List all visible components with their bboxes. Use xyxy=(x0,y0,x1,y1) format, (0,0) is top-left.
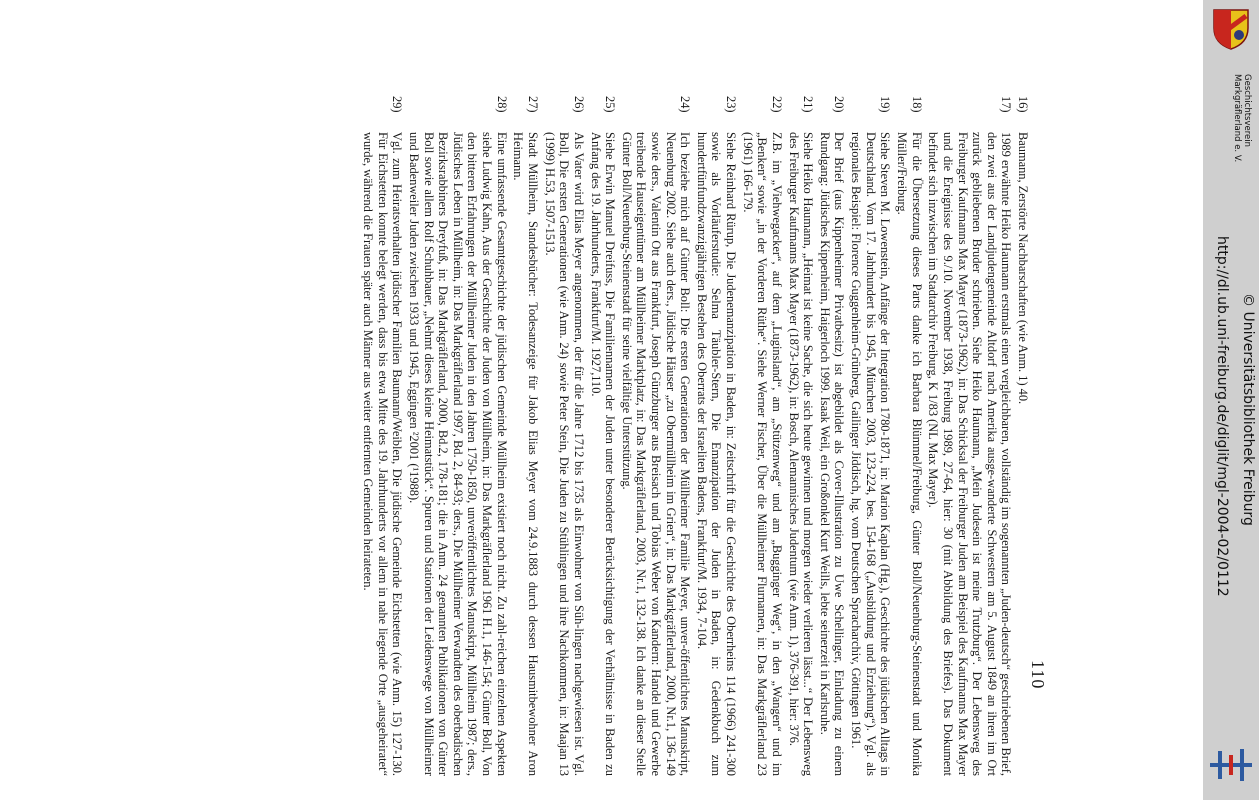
copyright-notice: © Universitätsbibliothek Freiburg xyxy=(1240,293,1256,526)
society-line-1: Geschichtsverein xyxy=(1242,74,1252,148)
footnote-number: 25) xyxy=(603,96,618,113)
footnote-number: 19) xyxy=(878,96,893,113)
footnote-text: 1989 erwähnte Heiko Haumann erstmals einen vergleichbaren, vollständig im sogenannten „Juden-deutsch“ geschriebenen Brief, den zwei aus der Landjudengemeinde Altdorf nach Amerika ausge-wanderte Schwestern am 5. August 1849 an ihren im Ort zurück gebliebenen Bruder schrieben. Siehe Heiko Haumann, „Mein Judesein ist meine Trutzburg“. Der Lebensweg des Freiburger Kaufmanns Max Mayer (1873-1962), in: Das Schicksal der Freiburger Juden am Beispiel des Kaufmanns Max Mayer und die Ereignisse des 9./10. November 1938, Freiburg 1989, 27-64, hier: 30 (mit Abbildung des Briefes). Das Dokument befindet sich inzwischen im Stadtarchiv Freiburg, K 1/83 (NL Max Mayer). xyxy=(926,132,1014,776)
footnote xyxy=(619,96,692,776)
footnote-number: 24) xyxy=(678,96,693,113)
footnote-text: Eine umfassende Gesamtgeschichte der jüdischen Gemeinde Müllheim existiert noch nicht. Zu zahl-reichen einzelnen Aspekten siehe Ludwig Kahn, Aus der Geschichte der Juden von Müllheim, in: Das Markgräflerland 1961 H.1, 146-154; Günter Boll, Von den bitteren Erfahrungen der Müllheimer Juden in den Jahren 1750-1850, unveröffentlichtes Manuskript, Müllheim 1987; ders., Jüdisches Leben in Müllheim, in: Das Markgräflerland 1997, Bd. 2, 84-93; ders., Die Müllheimer Verwandten des oberbadischen Bezirksrabbiners Dreyfuß, in: Das Markgräflerland, 2000, Bd.2, 178-181; die in Anm. 24 genannten Publikationen von Günter Boll sowie allem Rolf Schuhbauer, „Nehmt dieses kleine Heimatstück“. Spuren und Stationen der Leidenswege von Müllheimer und Badenweiler Juden zwischen 1933 und 1945, Eggingen ²2001 (¹1988). xyxy=(407,132,509,776)
permalink-url[interactable]: http://dl.ub.uni-freiburg.de/diglit/mgl-2004-02/0112 xyxy=(1214,236,1230,597)
footnote xyxy=(849,96,893,776)
footnote-text: Baumann, Zerstörte Nachbarschaften (wie Anm. 1) 40. xyxy=(1016,132,1030,405)
footnote xyxy=(817,96,846,776)
footnote xyxy=(407,96,509,776)
footnote-number: 17) xyxy=(999,96,1014,113)
footnote xyxy=(511,96,540,776)
page-number: 110 xyxy=(1028,660,1048,690)
footnote-number: 29) xyxy=(390,96,405,113)
footnote-text: Siehe Steven M. Lowenstein, Anfänge der Integration 1780-1871, in: Marion Kaplan (Hg.), Geschichte des jüdischen Alltags in Deutschland. Vom 17. Jahrhundert bis 1945, München 2003, 123-224, bes. 154-168 („Ausbildung und Erziehung“). Vgl. als regionales Beispiel: Florence Guggenheim-Grünberg, Gailinger Jiddisch, hg. vom Deutschen Spracharchiv, Göttingen 1961. xyxy=(849,132,893,776)
footnote-text: Vgl. zum Heiratsverhalten jüdischer Familien Baumann/Weiblen, Die jüdische Gemeinde Eichstetten (wie Anm. 15) 127-130. Für Eichstetten konnte belegt werden, dass bis etwa Mitte des 19. Jahrhunderts vor allem in nahe liegende Orte „ausgeheiratet“ wurde, während die Frauen später auch Männer aus weiter entfernten Gemeinden heirateten. xyxy=(361,132,405,776)
footnote-number: 18) xyxy=(909,96,924,113)
footnote xyxy=(894,96,923,776)
footnote-number: 27) xyxy=(525,96,540,113)
footnote-text: Siehe Heiko Haumann, „Heimat ist keine Sache, die sich heute gewinnen und morgen wieder verlieren lässt...“ Der Lebensweg des Freiburger Kaufmanns Max Mayer (1873-1962), in: Bosch, Alemannisches Judentum (wie Anm. 1), 376-391, hier: 376. xyxy=(786,132,816,776)
footnote-number: 16) xyxy=(1016,96,1030,113)
footnote-number: 20) xyxy=(832,96,847,113)
footnote-number: 28) xyxy=(494,96,509,113)
footnote xyxy=(588,96,617,776)
footnote-text: Siehe Erwin Manuel Dreifuss, Die Familiennamen der Juden unter besonderer Berücksichtigung der Verhältnisse in Baden zu Anfang des 19. Jahrhunderts, Frankfurt/M. 1927,110. xyxy=(588,132,618,776)
footnote xyxy=(361,96,405,776)
footnote-number: 22) xyxy=(769,96,784,113)
footnote xyxy=(740,96,784,776)
footnote-text: Der Brief (aus Kippenheimer Privatbesitz) ist abgebildet als Cover-Illustration zu Uwe Schellinger, Einladung zu einem Rundgang: Jüdisches Kippenheim, Haigerloch 1999. Isaak Weil, ein Großonkel Kurt Weills, lebte seinerzeit in Karlsruhe. xyxy=(817,132,847,776)
footnote-text: Stadt Müllheim, Standesbücher: Todesanzeige für Jakob Elias Meyer vom 24.9.1883 durch dessen Hausmitbewohner Aron Heimann. xyxy=(511,132,540,776)
footnote-text: Z.B. im „Viehwegacker“, auf dem „Luginsland“, am „Stützenweg“ und am „Bugginger Weg“, in den „Wangen“ und im „Benken“ sowie „in der Vorderen Rüthe“. Siehe Werner Fischer, Über die Müllheimer Flurnamen, in: Das Markgräflerland 23 (1961) 166-179. xyxy=(740,132,784,776)
footnote xyxy=(694,96,738,776)
society-line-2: Markgräflerland e. V. xyxy=(1232,74,1242,163)
footnote-number: 23) xyxy=(724,96,739,113)
society-name xyxy=(1232,74,1252,162)
society-crest-icon xyxy=(1208,8,1254,50)
footnote-text: Für die Übersetzung dieses Parts danke ich Barbara Blümmel/Freiburg, Günter Boll/Neuenburg-Steinenstadt und Monika Müller/Freiburg. xyxy=(895,132,924,776)
footnote-text: Siehe Reinhard Rürup, Die Judenemanzipation in Baden, in: Zeitschrift für die Geschichte des Oberrheins 114 (1966) 241-300 sowie als Vorläuferstudie: Selma Täubler-Stern, Die Emanzipation der Juden in Baden, in: Gedenkbuch zum hundertfünfundzwanzigjährigen Bestehen des Oberrats der Israeliten Badens, Frankfurt/M. 1934, 7-104. xyxy=(694,132,739,776)
footnotes-column xyxy=(80,96,1030,776)
footnote-text: Ich beziehe mich auf Günter Boll: Die ersten Generationen der Müllheimer Familie Meyer, unver-öffentlichtes Manuskript, Neuenburg 2002. Siehe auch ders., Jüdische Häuser „zu Obermüllheim im Grien“, in: Das Markgräflerland, 2000, Nr.1, 136-149 sowie ders., Valentin Ott aus Frankfurt, Joseph Günzburger aus Breisach und Tobias Weber von Kandern: Handel und Gewerbe treibende Hauseigentümer am Müllheimer Marktplatz, in: Das Markgräflerland, 2003, Nr.1, 132-138. Ich danke an dieser Stelle Günter Boll/Neuenburg-Steinenstadt für seine vielfältige Unterstützung. xyxy=(619,132,693,776)
footnote xyxy=(786,96,815,776)
footnote xyxy=(542,96,586,776)
footnote-number: 26) xyxy=(571,96,586,113)
footnote-number: 21) xyxy=(801,96,816,113)
footnote-text: Als Vater wird Elias Meyer angenommen, der für die Jahre 1712 bis 1735 als Einwohner von Süh-lingen nachgewiesen ist. Vgl. Boll, Die ersten Generationen (wie Anm. 24) sowie Peter Stein, Die Juden zu Stühlingen und ihre Nachkommen, in: Maajan 13 (1999) H.53, 1507-1513. xyxy=(542,132,586,776)
university-library-logo-icon xyxy=(1208,745,1254,785)
footnote xyxy=(926,96,1014,776)
